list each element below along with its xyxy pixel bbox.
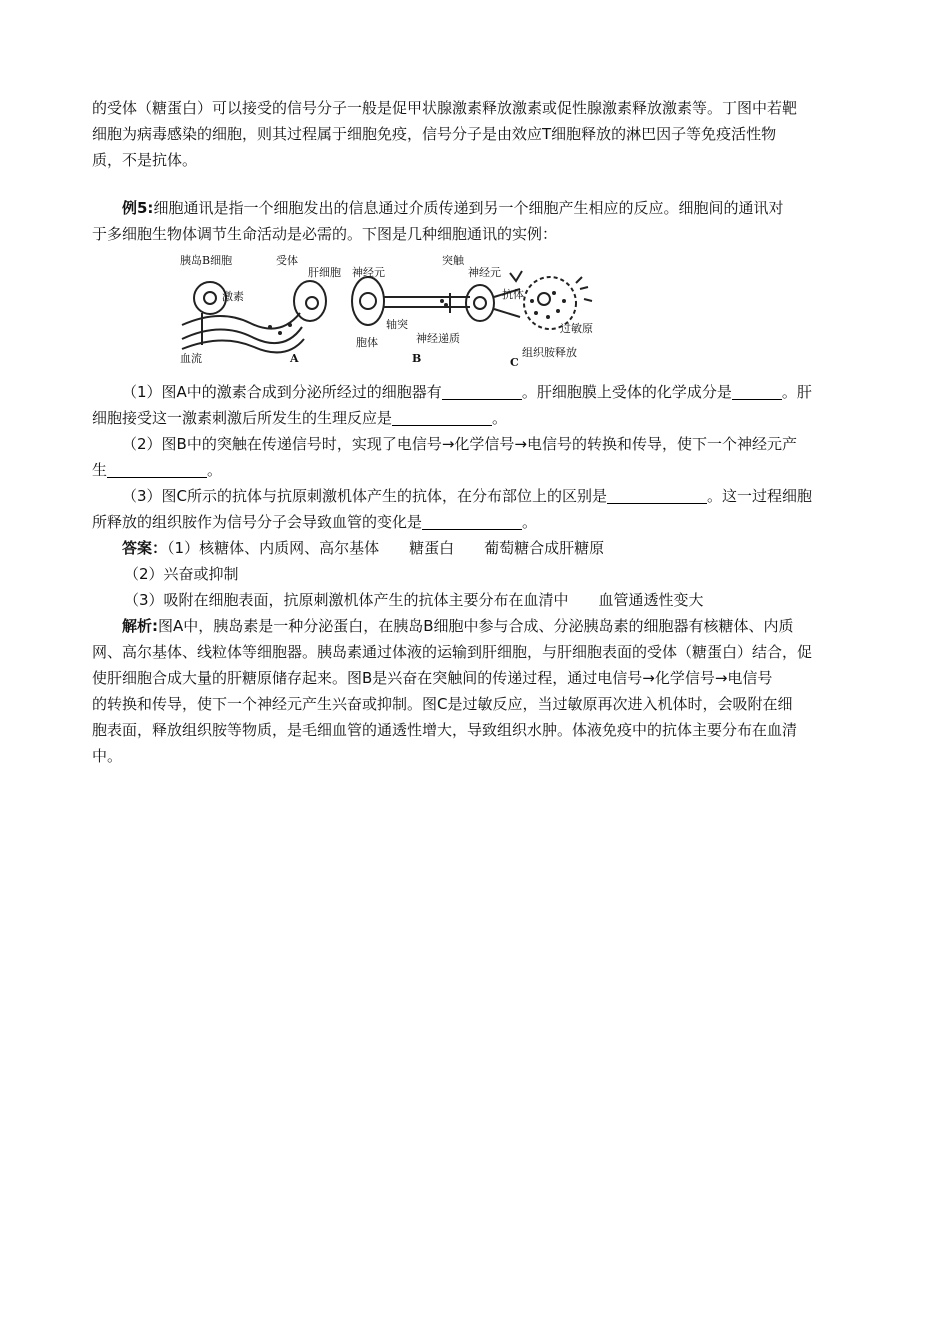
answer-blank-3[interactable] [392,409,492,426]
analysis-line-4: 的转换和传导，使下一个神经元产生兴奋或抑制。图C是过敏反应，当过敏原再次进入机体时，会吸附在细 [92,695,793,713]
question-3-text-a: （3）图C所示的抗体与抗原刺激机体产生的抗体，在分布部位上的区别是 [122,487,608,505]
document-page [92,95,862,769]
question-1-line-2 [92,405,862,431]
label-blood-flow: 血流 [180,352,202,365]
answer-colon: ： [152,539,168,557]
label-receptor: 受体 [276,254,298,267]
example-text-2: 于多细胞生物体调节生命活动是必需的。下图是几种细胞通讯的实例： [92,225,558,243]
example-text-1: 细胞通讯是指一个细胞发出的信息通过介质传递到另一个细胞产生相应的反应。细胞间的通讯对 [153,199,784,217]
label-liver-cell: 肝细胞 [308,266,341,279]
label-panel-c: C [510,356,519,369]
question-3-line-2 [92,509,862,535]
intro-line-3: 质，不是抗体。 [92,151,198,169]
answer-line-2: （2）兴奋或抑制 [124,565,239,583]
label-allergen: 过敏原 [560,322,593,335]
label-soma: 胞体 [356,336,378,349]
label-axon: 轴突 [386,318,408,331]
question-1-text-e: 。 [492,409,508,427]
question-1-text-a: （1）图A中的激素合成到分泌所经过的细胞器有 [122,383,442,401]
analysis-line-5: 胞表面，释放组织胺等物质，是毛细血管的通透性增大，导致组织水肿。体液免疫中的抗体主要分布在血清 [92,721,798,739]
label-antibody: 抗体 [502,288,524,301]
label-panel-a: A [290,352,299,365]
answer-line-3: （3）吸附在细胞表面，抗原刺激机体产生的抗体主要分布在血清中 血管通透性变大 [124,591,704,609]
question-3-line-1 [92,483,862,509]
analysis-line-1 [92,613,862,639]
question-1-text-b: 。肝细胞膜上受体的化学成分是 [521,383,732,401]
analysis-line-3: 使肝细胞合成大量的肝糖原储存起来。图B是兴奋在突触间的传递过程，通过电信号→化学信号→电信号 [92,669,773,687]
question-2-text-b: 。 [207,461,223,479]
label-histamine-release: 组织胺释放 [522,346,577,359]
answer-blank-5[interactable] [607,487,707,504]
intro-line-1: 的受体（糖蛋白）可以接受的信号分子一般是促甲状腺激素释放激素或促性腺激素释放激素等。丁图中若靶 [92,99,798,117]
label-islet-b-cell: 胰岛B细胞 [180,254,233,267]
question-1-text-c: 。肝 [781,383,812,401]
label-neuron-1: 神经元 [352,266,385,279]
label-neuron-2: 神经元 [468,266,501,279]
answer-label: 答案 [122,539,153,557]
question-2-text-a: 生 [92,461,108,479]
label-synapse: 突触 [442,254,464,267]
analysis-text-1: 图A中，胰岛素是一种分泌蛋白，在胰岛B细胞中参与合成、分泌胰岛素的细胞器有核糖体、内质 [158,617,794,635]
analysis-line-2: 网、高尔基体、线粒体等细胞器。胰岛素通过体液的运输到肝细胞，与肝细胞表面的受体（糖蛋白）结合，促 [92,643,813,661]
label-neurotransmitter: 神经递质 [416,332,460,345]
label-hormone: 激素 [222,290,244,303]
question-1-text-d: 细胞接受这一激素刺激后所发生的生理反应是 [92,409,393,427]
question-3-text-b: 。这一过程细胞 [707,487,813,505]
answer-blank-2[interactable] [732,383,782,400]
question-1-line-1 [92,379,862,405]
label-panel-b: B [412,352,422,365]
analysis-line-6: 中。 [92,747,123,765]
analysis-label: 解析: [122,617,158,635]
question-2-line-2 [92,457,862,483]
answer-blank-6[interactable] [422,513,522,530]
question-2-line-1: （2）图B中的突触在传递信号时，实现了电信号→化学信号→电信号的转换和传导，使下一个神经元产 [122,435,797,453]
question-3-text-c: 所释放的组织胺作为信号分子会导致血管的变化是 [92,513,423,531]
answer-blank-1[interactable] [442,383,522,400]
answer-blank-4[interactable] [107,461,207,478]
question-3-text-d: 。 [522,513,538,531]
intro-line-2: 细胞为病毒感染的细胞，则其过程属于细胞免疫，信号分子是由效应T细胞释放的淋巴因子等免疫活性物 [92,125,777,143]
answer-1-text: （1）核糖体、内质网、高尔基体 糖蛋白 葡萄糖合成肝糖原 [167,539,605,557]
example-title: 例5: [122,199,154,217]
example-paragraph [92,195,862,221]
answer-line-1 [92,535,862,561]
cell-communication-figure [180,253,600,373]
